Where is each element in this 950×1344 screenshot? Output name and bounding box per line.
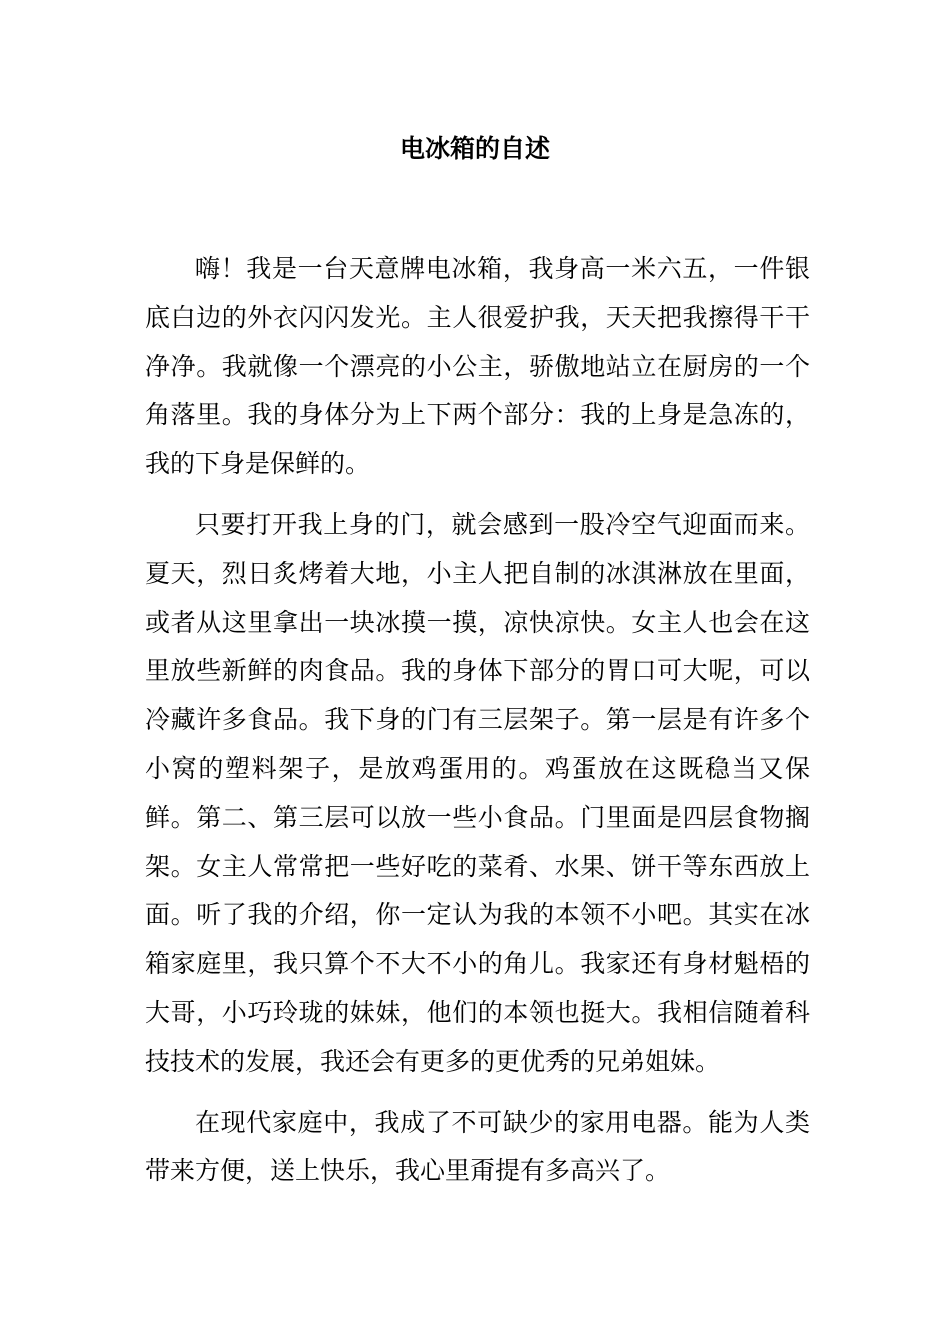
document-title: 电冰箱的自述 <box>399 134 550 163</box>
paragraph-1: 嗨！我是一台天意牌电冰箱，我身高一米六五，一件银底白边的外衣闪闪发光。主人很爱护我，天天把我擦得干干净净。我就像一个漂亮的小公主，骄傲地站立在厨房的一个角落里。我的身体分为上下两个部分：我的上身是急冻的，我的下身是保鲜的。 <box>145 254 810 479</box>
paragraph-2: 只要打开我上身的门，就会感到一股冷空气迎面而来。夏天，烈日炙烤着大地，小主人把自制的冰淇淋放在里面，或者从这里拿出一块冰摸一摸，凉快凉快。女主人也会在这里放些新鲜的肉食品。我的身体下部分的胃口可大呢，可以冷藏许多食品。我下身的门有三层架子。第一层是有许多个小窝的塑料架子，是放鸡蛋用的。鸡蛋放在这既稳当又保鲜。第二、第三层可以放一些小食品。门里面是四层食物搁架。女主人常常把一些好吃的菜肴、水果、饼干等东西放上面。听了我的介绍，你一定认为我的本领不小吧。其实在冰箱家庭里，我只算个不大不小的角儿。我家还有身材魁梧的大哥，小巧玲珑的妹妹，他们的本领也挺大。我相信随着科技技术的发展，我还会有更多的更优秀的兄弟姐妹。 <box>145 509 810 1076</box>
document-body <box>145 245 810 1208</box>
paragraph-3: 在现代家庭中，我成了不可缺少的家用电器。能为人类带来方便，送上快乐，我心里甭提有多高兴了。 <box>145 1107 810 1186</box>
